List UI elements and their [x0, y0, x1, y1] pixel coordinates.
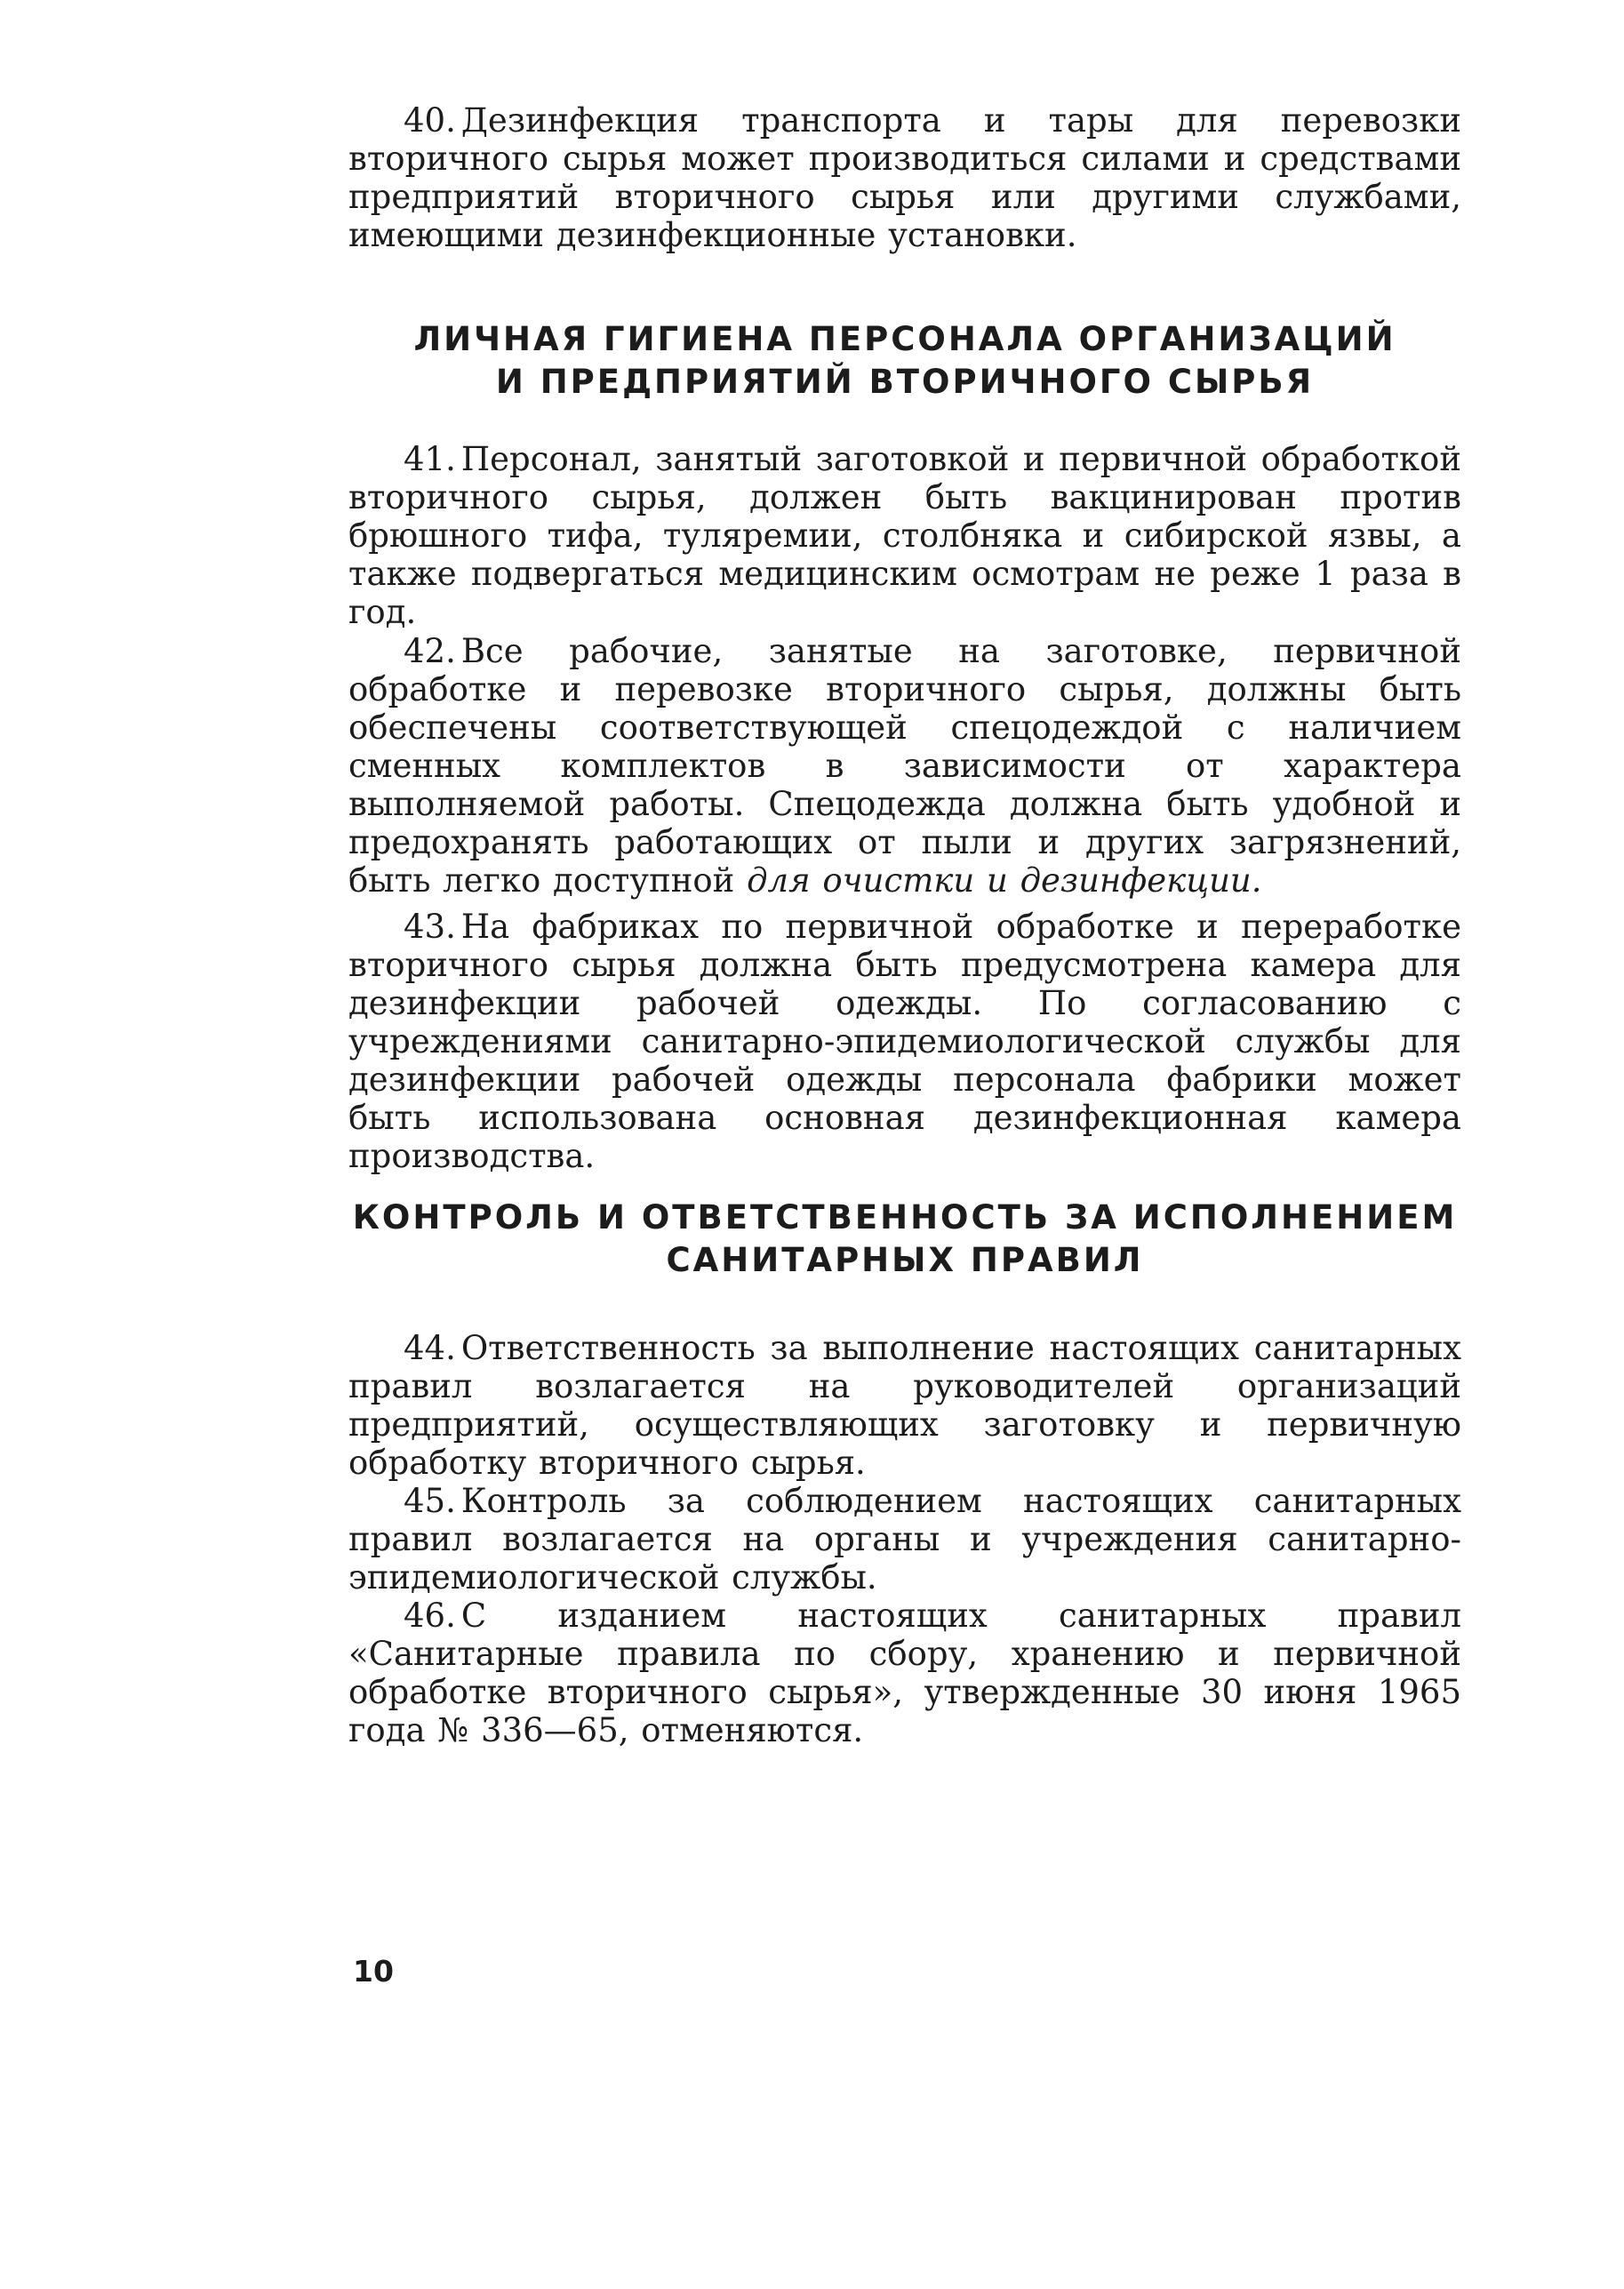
paragraph-40: [348, 101, 1461, 254]
heading-line: САНИТАРНЫХ ПРАВИЛ: [666, 1241, 1144, 1279]
heading-line: ЛИЧНАЯ ГИГИЕНА ПЕРСОНАЛА ОРГАНИЗАЦИЙ: [413, 320, 1396, 358]
paragraph-number: 44.: [404, 1329, 456, 1367]
paragraph-42: [348, 632, 1461, 900]
paragraph-text: Дезинфекция транспорта и тары для перевозки вторичного сырья может производиться силами и средствами предприятий вторичного сырья или другими службами, имеющими дезинфекционные установки.: [348, 101, 1461, 254]
paragraph-number: 45.: [404, 1482, 456, 1520]
paragraph-number: 46.: [404, 1597, 456, 1635]
section-heading-control-responsibility: [348, 1197, 1461, 1282]
paragraph-text: На фабриках по первичной обработке и переработке вторичного сырья должна быть предусмотрена камера для дезинфекции рабочей одежды. По согласованию с учреждениями санитарно-эпидемиологической службы для дезинфекции рабочей одежды персонала фабрики может быть использована основная дезинфекционная камера производства.: [348, 908, 1461, 1175]
heading-line: И ПРЕДПРИЯТИЙ ВТОРИЧНОГО СЫРЬЯ: [495, 363, 1315, 401]
paragraph-italic-text: для очистки и дезинфекции.: [747, 861, 1262, 900]
section-heading-personal-hygiene: [348, 318, 1461, 404]
paragraph-number: 40.: [404, 101, 456, 140]
paragraph-41: [348, 440, 1461, 631]
paragraph-text: Все рабочие, занятые на заготовке, первичной обработке и перевозке вторичного сырья, должны быть обеспечены соответствующей спецодеждой с наличием сменных комплектов в зависимости от характера выполняемой работы. Спецодежда должна быть удобной и предохранять работающих от пыли и других загрязнений, быть легко доступной: [348, 632, 1461, 900]
paragraph-45: [348, 1482, 1461, 1597]
page-number: 10: [353, 1954, 394, 1989]
paragraph-44: [348, 1329, 1461, 1482]
paragraph-43: [348, 908, 1461, 1175]
heading-line: КОНТРОЛЬ И ОТВЕТСТВЕННОСТЬ ЗА ИСПОЛНЕНИЕМ: [352, 1198, 1458, 1237]
paragraph-text: Персонал, занятый заготовкой и первичной обработкой вторичного сырья, должен быть вакцинирован против брюшного тифа, туляремии, столбняка и сибирской язвы, а также подвергаться медицинским осмотрам не реже 1 раза в год.: [348, 440, 1461, 631]
paragraph-text: Контроль за соблюдением настоящих санитарных правил возлагается на органы и учреждения санитарно-эпидемиологической службы.: [348, 1482, 1461, 1597]
paragraph-number: 42.: [404, 632, 456, 670]
paragraph-46: [348, 1597, 1461, 1749]
paragraph-text: Ответственность за выполнение настоящих санитарных правил возлагается на руководителей организаций предприятий, осуществляющих заготовку и первичную обработку вторичного сырья.: [348, 1329, 1461, 1482]
paragraph-number: 41.: [404, 440, 456, 478]
paragraph-text: С изданием настоящих санитарных правил «Санитарные правила по сбору, хранению и первичной обработке вторичного сырья», утвержденные 30 июня 1965 года № 336—65, отменяются.: [348, 1597, 1461, 1749]
paragraph-number: 43.: [404, 908, 456, 946]
